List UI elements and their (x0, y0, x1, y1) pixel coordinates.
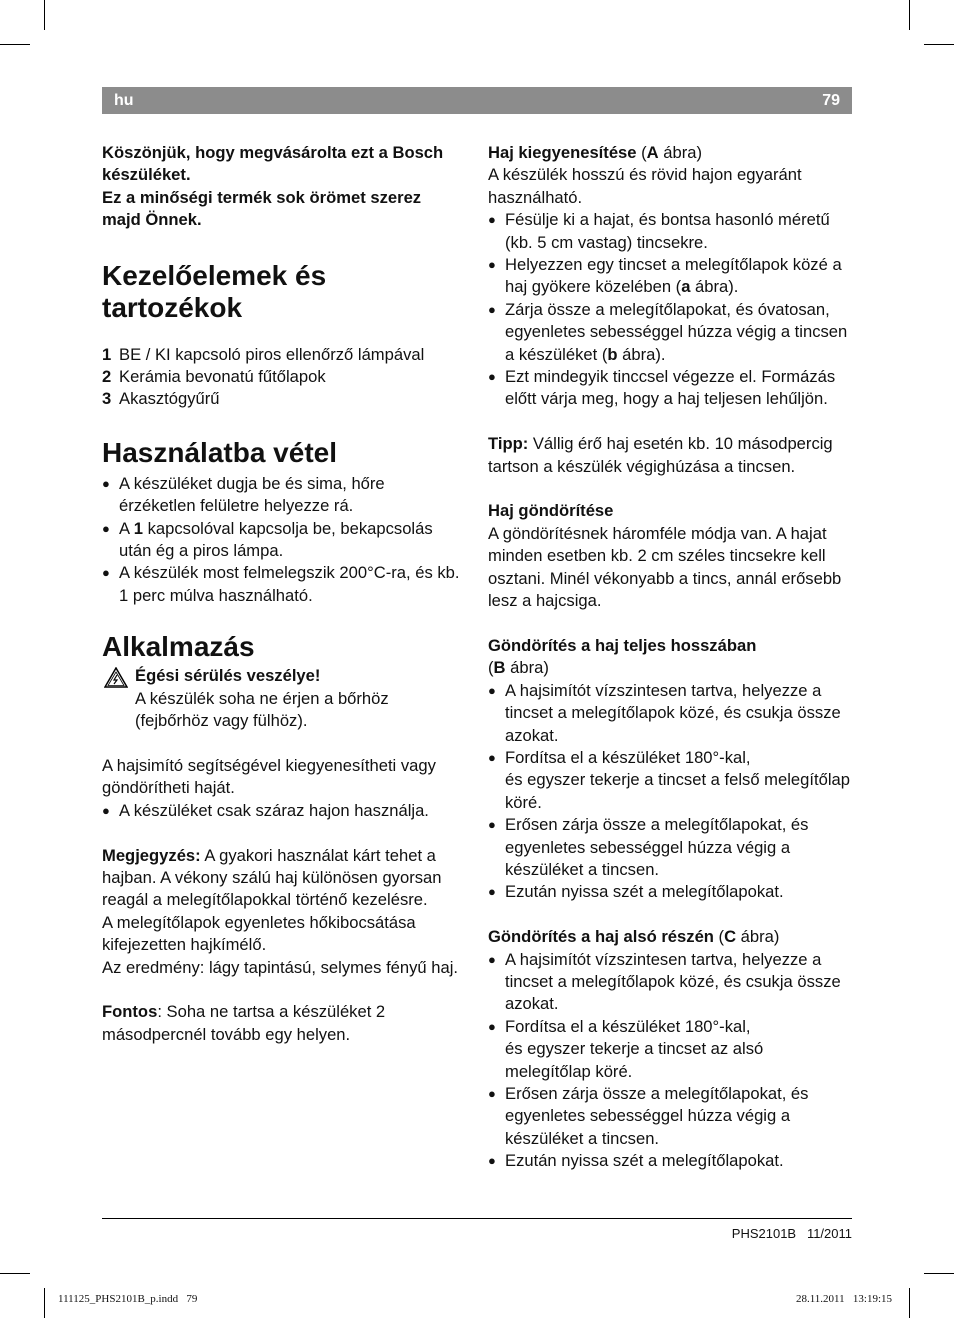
curl-full-subtitle: (B ábra) (488, 658, 549, 678)
list-item: ● A készülék most felmelegszik 200°C-ra, és kb. 1 perc múlva használható. (102, 562, 464, 607)
list-item: ● A készüléket dugja be és sima, hőre érzéketlen felületre helyezze rá. (102, 473, 464, 518)
straighten-paragraph: A készülék hosszú és rövid hajon egyaránt használható. (488, 165, 802, 207)
usage-list (102, 800, 464, 822)
startup-list (102, 473, 464, 607)
list-item: ● Zárja össze a melegítőlapokat, és óvatosan, egyenletes sebességgel húzza végig a tincsen a készüléket (b ábra). (488, 299, 852, 366)
curl-paragraph: A göndörítésnek háromféle módja van. A hajat minden esetben kb. 2 cm széles tincsekre kell osztani. Minél vékonyabb a tincs, annál erősebb lesz a hajcsiga. (488, 523, 842, 611)
usage-paragraph: A hajsimító segítségével kiegyenesítheti vagy göndörítheti haját. (102, 755, 436, 798)
usage-paragraph: Az eredmény: lágy tapintású, selymes fényű haj. (102, 957, 459, 977)
list-item: ● Erősen zárja össze a melegítőlapokat, és egyenletes sebességgel húzza végig a készüléket a tincsen. (488, 814, 852, 881)
curl-full-list (488, 680, 852, 904)
list-item: ● Fordítsa el a készüléket 180°-kal, és egyszer tekerje a tincset a felső melegítőlap köré. (488, 747, 852, 814)
list-item: ● Ezután nyissa szét a melegítőlapokat. (488, 881, 852, 903)
list-item: 3 Akasztógyűrű (102, 389, 220, 409)
curl-lower-title: Göndörítés a haj alsó részén (C ábra) (488, 927, 780, 947)
warning-title: Égési sérülés veszélye! (135, 666, 321, 686)
crop-mark (909, 1288, 910, 1318)
list-item: ● A hajsimítót vízszintesen tartva, helyezze a tincset a melegítőlapok közé, és csukja össze azokat. (488, 680, 852, 747)
controls-heading: Kezelőelemek és tartozékok (102, 259, 327, 323)
controls-list (102, 344, 464, 411)
note-paragraph: Megjegyzés: A gyakori használat kárt tehet a hajban. A vékony szálú haj különösen gyorsan reagál a melegítőlapokkal történő kezelésre. (102, 845, 442, 910)
straighten-title: Haj kiegyenesítése (A ábra) (488, 143, 702, 162)
curl-full-title: Göndörítés a haj teljes hosszában (488, 635, 757, 655)
footer-model: PHS2101B 11/2011 (731, 1226, 852, 1241)
crop-mark (44, 1288, 45, 1318)
list-item: ● Fordítsa el a készüléket 180°-kal, és egyszer tekerje a tincset az alsó melegítőlap köré. (488, 1016, 852, 1083)
list-item: ● Erősen zárja össze a melegítőlapokat, és egyenletes sebességgel húzza végig a készüléket a tincsen. (488, 1083, 852, 1150)
crop-mark (0, 1273, 30, 1274)
crop-mark (924, 44, 954, 45)
curl-title: Haj göndörítése (488, 501, 614, 521)
warning-triangle-icon (104, 667, 128, 688)
usage-paragraph: A melegítőlapok egyenletes hőkibocsátása kifejezetten hajkímélő. (102, 912, 416, 955)
intro-joy: Ez a minőségi termék sok örömet szerez majd Önnek. (102, 187, 422, 230)
print-slug-file: 111125_PHS2101B_p.indd 79 (58, 1293, 198, 1305)
list-item: 1 BE / KI kapcsoló piros ellenőrző lámpával (102, 344, 425, 364)
list-item: ● A hajsimítót vízszintesen tartva, helyezze a tincset a melegítőlapok közé, és csukja össze azokat. (488, 949, 852, 1016)
tip-paragraph: Tipp: Vállig érő haj esetén kb. 10 másodpercig tartson a készülék végighúzása a tincsen. (488, 434, 833, 476)
straighten-list (488, 209, 852, 411)
list-item: ● A 1 kapcsolóval kapcsolja be, bekapcsolás után ég a piros lámpa. (102, 518, 464, 563)
print-slug-date: 28.11.2011 13:19:15 (795, 1293, 892, 1305)
header-bar (102, 87, 852, 114)
language-code: hu (114, 92, 134, 109)
list-item: ● Ezt mindegyik tinccsel végezze el. Formázás előtt várja meg, hogy a haj teljesen lehűljön. (488, 366, 852, 411)
warning-text: A készülék soha ne érjen a bőrhöz (fejbőrhöz vagy fülhöz). (135, 688, 389, 731)
crop-mark (909, 0, 910, 30)
startup-heading: Használatba vétel (102, 436, 337, 468)
crop-mark (44, 0, 45, 30)
crop-mark (0, 44, 30, 45)
intro-thanks: Köszönjük, hogy megvásárolta ezt a Bosch készüléket. (102, 143, 444, 185)
important-paragraph: Fontos: Soha ne tartsa a készüléket 2 másodpercnél tovább egy helyen. (102, 1002, 386, 1044)
warning-block (102, 665, 464, 732)
list-item: ● A készüléket csak száraz hajon használja. (102, 800, 464, 822)
left-column (102, 142, 464, 1046)
page-number: 79 (822, 92, 840, 109)
right-column (488, 142, 852, 1173)
crop-mark (924, 1273, 954, 1274)
footer-divider (102, 1218, 852, 1219)
list-item: ● Ezután nyissa szét a melegítőlapokat. (488, 1150, 852, 1172)
list-item: ● Fésülje ki a hajat, és bontsa hasonló méretű (kb. 5 cm vastag) tincsekre. (488, 209, 852, 254)
list-item: 2 Kerámia bevonatú fűtőlapok (102, 367, 326, 387)
usage-heading: Alkalmazás (102, 631, 255, 663)
list-item: ● Helyezzen egy tincset a melegítőlapok közé a haj gyökere közelében (a ábra). (488, 254, 852, 299)
curl-lower-list (488, 949, 852, 1173)
